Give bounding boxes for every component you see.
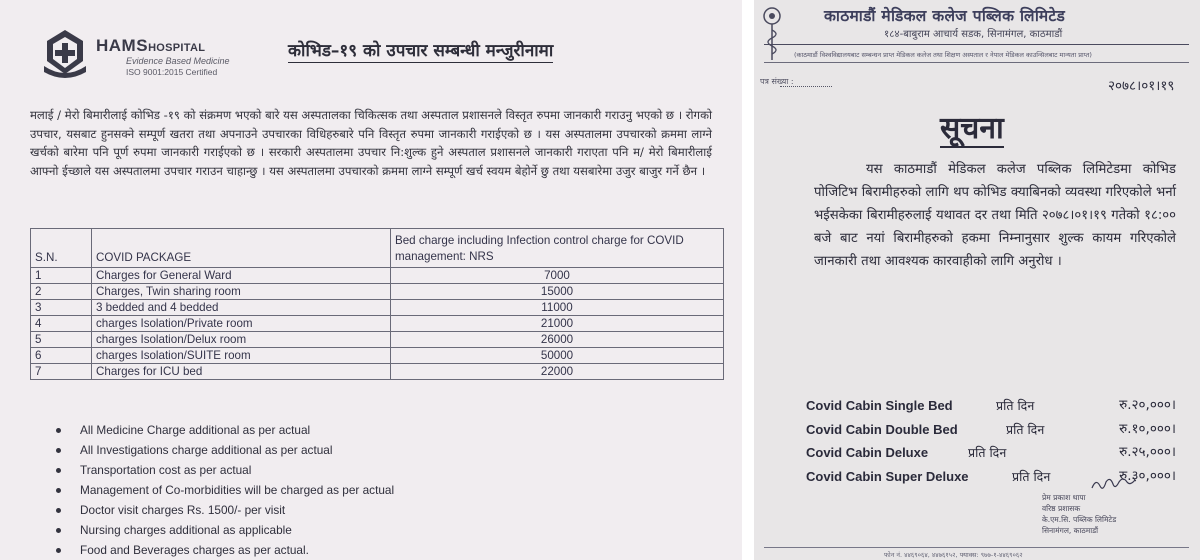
row-sn: 3: [31, 300, 92, 316]
table-row: [31, 364, 724, 380]
table-row: [31, 332, 724, 348]
notice-date: २०७८।०१।१९: [1108, 78, 1175, 94]
bullet-icon: [56, 448, 61, 453]
consent-paragraph: मलाई / मेरो बिमारीलाई कोभिड -१९ को संक्रमण भएको बारे यस अस्पतालका चिकित्सक तथा अस्पताल प्रशासनले विस्तृत रुपमा जानकारी गराउनु भएको छ । रोगको उपचार, यसबाट हुनसक्ने सम्पूर्ण खतरा तथा अपनाउने उपचारका विधिहरुबारे पनि विस्तृत रुपमा जानकारी गराईएको छ । यस अस्पतालमा उपचारको क्रममा लाग्ने खर्चको बारेमा पनि पूर्ण रुपमा जानकारी गराईएको छ । सरकारी अस्पतालमा उपचार नि:शुल्क हुने अस्पताल प्रशासनले जानकारी गराएता पनि म/ मेरो बिमारीलाई आफ्नो ईच्छाले यस अस्पतालमा उपचार गराउन चाहान्छु । यस अस्पतालमा उपचारको क्रममा लाग्ने सम्पूर्ण खर्च स्वयम बेहोर्ने छु तथा यसबारेमा उजुर बाजुर गर्ने छैन ।: [30, 108, 712, 178]
bullet-icon: [56, 528, 61, 533]
signatory-place: सिनामंगल, काठमाडौं: [1042, 526, 1099, 535]
rate-price: रु.२०,०००।: [1119, 397, 1176, 413]
list-item: Management of Co-morbidities will be charged as per actual: [56, 480, 394, 500]
signatory-role: वरिष्ठ प्रशासक: [1042, 504, 1081, 513]
rate-name: Covid Cabin Double Bed: [806, 421, 958, 437]
brand-name: HAMSHOSPITAL: [96, 36, 206, 55]
rate-price: रु.१०,०००।: [1119, 420, 1176, 437]
rate-unit: प्रति दिन: [1006, 421, 1045, 437]
header-sn: S.N.: [31, 229, 92, 268]
notice-body: यस काठमाडौं मेडिकल कलेज पब्लिक लिमिटेडमा कोभिड पोजिटिभ बिरामीहरुको लागि थप कोभिड क्याबिनको व्यवस्था गरिएकोले भर्ना भईसकेका बिरामीहरुलाई यथावत दर तथा मिति २०७८।०१।१९ गतेको १८:०० बजे बाट नयां बिरामीहरुको हकमा निम्नानुसार शुल्क कायम गरिएकोले जानकारी तथा आवश्यक कारवाहीको लागि अनुरोध ।: [814, 162, 1176, 269]
list-item: Transportation cost as per actual: [56, 460, 394, 480]
rate-price: रु.३०,०००।: [1119, 467, 1176, 484]
row-package: Charges for ICU bed: [92, 364, 391, 380]
letterhead-rule: [764, 62, 1189, 63]
organization-name: काठमाडौं मेडिकल कलेज पब्लिक लिमिटेड: [824, 7, 1066, 25]
signatory-org: के.एम.सि. पब्लिक लिमिटेड: [1042, 515, 1117, 524]
row-package: charges Isolation/SUITE room: [92, 348, 391, 364]
row-sn: 5: [31, 332, 92, 348]
college-emblem-icon: [758, 4, 786, 64]
rate-row: [806, 441, 1176, 465]
rate-name: Covid Cabin Deluxe: [806, 445, 929, 460]
list-item: All Investigations charge additional as per actual: [56, 440, 394, 460]
row-amount: 50000: [391, 348, 724, 364]
header-package: COVID PACKAGE: [92, 229, 391, 268]
row-amount: 7000: [391, 268, 724, 284]
list-item: Nursing charges additional as applicable: [56, 520, 394, 540]
row-package: Charges for General Ward: [92, 268, 391, 284]
row-sn: 7: [31, 364, 92, 380]
reference-blank: [780, 86, 832, 87]
row-sn: 1: [31, 268, 92, 284]
rate-name: Covid Cabin Super Deluxe: [806, 468, 969, 484]
bullet-icon: [56, 488, 61, 493]
list-item: All Medicine Charge additional as per actual: [56, 420, 394, 440]
cabin-rates: [806, 394, 1176, 488]
document-divider: [742, 0, 754, 560]
rate-unit: प्रति दिन: [996, 398, 1035, 413]
footer-rule: [764, 547, 1189, 548]
consent-title: कोभिड–१९ को उपचार सम्बन्धी मन्जुरीनामा: [288, 38, 553, 63]
table-row: [31, 316, 724, 332]
row-sn: 6: [31, 348, 92, 364]
row-amount: 22000: [391, 364, 724, 380]
row-amount: 26000: [391, 332, 724, 348]
hams-hospital-logo: [40, 22, 240, 84]
list-item: Doctor visit charges Rs. 1500/- per visit: [56, 500, 394, 520]
notice-heading: सूचना: [940, 111, 1004, 146]
row-package: charges Isolation/Delux room: [92, 332, 391, 348]
hospital-seal-icon: [40, 28, 90, 78]
rate-row: [806, 418, 1176, 442]
rate-row: [806, 394, 1176, 418]
reference-label: पत्र संख्या :: [760, 77, 794, 86]
affiliation-line: (काठमाडौं विश्वविद्यालयबाट सम्बन्धन प्राप्त मेडिकल कलेज तथा शिक्षण अस्पताल र नेपाल मेडिकल काउन्सिलबाट मान्यता प्राप्त): [794, 51, 1092, 59]
table-row: [31, 300, 724, 316]
brand-tagline: Evidence Based Medicine: [126, 56, 230, 66]
row-package: Charges, Twin sharing room: [92, 284, 391, 300]
signatory-block: [1042, 492, 1192, 536]
bullet-icon: [56, 468, 61, 473]
footer-contact: फोन नं. ४४६९०६४, ४४७६१५२, फ्याक्स: ९७७-१-४४६९०६२: [884, 551, 1023, 559]
table-row: [31, 268, 724, 284]
row-amount: 11000: [391, 300, 724, 316]
signatory-name: प्रेम प्रकाश थापा: [1042, 493, 1086, 502]
charges-notes-list: [56, 420, 394, 560]
bullet-icon: [56, 428, 61, 433]
kmc-notice-document: [754, 0, 1200, 560]
table-row: [31, 284, 724, 300]
list-item: Food and Beverages charges as per actual.: [56, 540, 394, 560]
row-package: 3 bedded and 4 bedded: [92, 300, 391, 316]
row-sn: 4: [31, 316, 92, 332]
rate-name: Covid Cabin Single Bed: [806, 398, 953, 413]
bullet-icon: [56, 508, 61, 513]
covid-package-table: [30, 228, 724, 380]
header-charge: Bed charge including Infection control charge for COVID management: NRS: [391, 229, 724, 268]
row-sn: 2: [31, 284, 92, 300]
iso-certification: ISO 9001:2015 Certified: [126, 67, 218, 77]
rate-price: रु.२५,०००।: [1119, 444, 1176, 460]
row-amount: 15000: [391, 284, 724, 300]
row-package: charges Isolation/Private room: [92, 316, 391, 332]
row-amount: 21000: [391, 316, 724, 332]
rate-unit: प्रति दिन: [968, 445, 1007, 460]
organization-address: १८४-बाबुराम आचार्य सडक, सिनामंगल, काठमाडौं: [884, 29, 1063, 40]
rate-unit: प्रति दिन: [1012, 468, 1051, 484]
letterhead-rule: [764, 44, 1189, 45]
table-header-row: [31, 229, 724, 268]
bullet-icon: [56, 548, 61, 553]
signature-icon: [1090, 476, 1138, 492]
table-row: [31, 348, 724, 364]
